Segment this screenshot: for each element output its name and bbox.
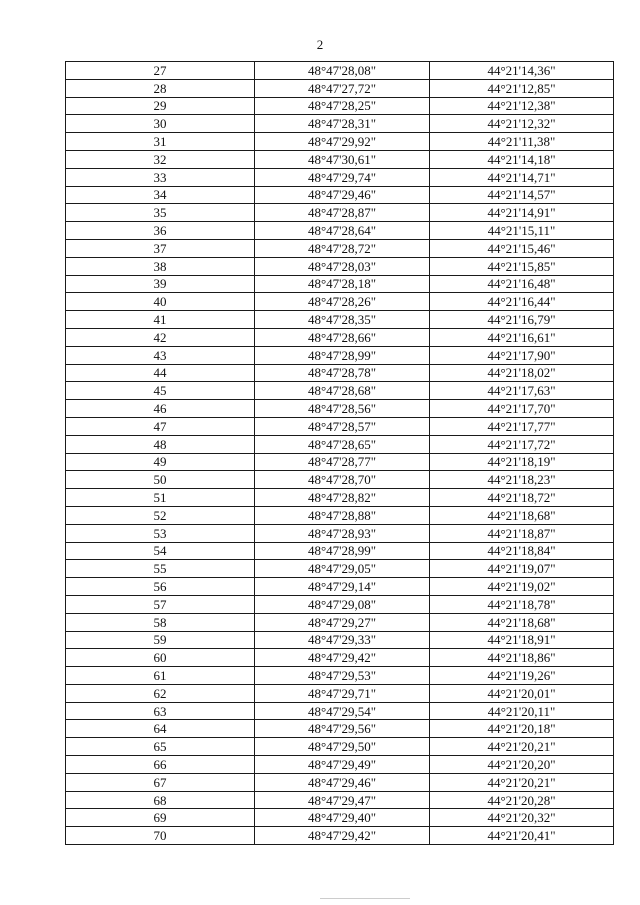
longitude-cell: 44°21'14,91" xyxy=(430,204,614,222)
point-number-cell: 38 xyxy=(66,257,255,275)
longitude-cell: 44°21'18,68" xyxy=(430,613,614,631)
longitude-cell: 44°21'18,86" xyxy=(430,649,614,667)
latitude-cell: 48°47'28,03" xyxy=(255,257,430,275)
table-row xyxy=(66,756,614,774)
table-row xyxy=(66,133,614,151)
latitude-cell: 48°47'28,82" xyxy=(255,489,430,507)
latitude-cell: 48°47'27,72" xyxy=(255,79,430,97)
longitude-cell: 44°21'18,87" xyxy=(430,524,614,542)
point-number-cell: 33 xyxy=(66,168,255,186)
point-number-cell: 45 xyxy=(66,382,255,400)
table-row xyxy=(66,560,614,578)
longitude-cell: 44°21'18,23" xyxy=(430,471,614,489)
table-row xyxy=(66,613,614,631)
latitude-cell: 48°47'29,27" xyxy=(255,613,430,631)
table-row xyxy=(66,382,614,400)
latitude-cell: 48°47'29,56" xyxy=(255,720,430,738)
latitude-cell: 48°47'28,57" xyxy=(255,417,430,435)
point-number-cell: 59 xyxy=(66,631,255,649)
latitude-cell: 48°47'29,54" xyxy=(255,702,430,720)
point-number-cell: 42 xyxy=(66,328,255,346)
latitude-cell: 48°47'28,72" xyxy=(255,239,430,257)
table-row xyxy=(66,667,614,685)
table-row xyxy=(66,311,614,329)
point-number-cell: 41 xyxy=(66,311,255,329)
latitude-cell: 48°47'28,18" xyxy=(255,275,430,293)
longitude-cell: 44°21'17,72" xyxy=(430,435,614,453)
longitude-cell: 44°21'15,46" xyxy=(430,239,614,257)
point-number-cell: 43 xyxy=(66,346,255,364)
table-row xyxy=(66,293,614,311)
table-row xyxy=(66,222,614,240)
latitude-cell: 48°47'29,74" xyxy=(255,168,430,186)
longitude-cell: 44°21'19,26" xyxy=(430,667,614,685)
latitude-cell: 48°47'28,77" xyxy=(255,453,430,471)
latitude-cell: 48°47'28,64" xyxy=(255,222,430,240)
point-number-cell: 62 xyxy=(66,684,255,702)
longitude-cell: 44°21'14,18" xyxy=(430,150,614,168)
point-number-cell: 39 xyxy=(66,275,255,293)
longitude-cell: 44°21'16,61" xyxy=(430,328,614,346)
longitude-cell: 44°21'17,90" xyxy=(430,346,614,364)
latitude-cell: 48°47'29,92" xyxy=(255,133,430,151)
latitude-cell: 48°47'29,53" xyxy=(255,667,430,685)
longitude-cell: 44°21'17,63" xyxy=(430,382,614,400)
point-number-cell: 31 xyxy=(66,133,255,151)
point-number-cell: 51 xyxy=(66,489,255,507)
longitude-cell: 44°21'20,20" xyxy=(430,756,614,774)
longitude-cell: 44°21'20,28" xyxy=(430,791,614,809)
latitude-cell: 48°47'29,50" xyxy=(255,738,430,756)
table-row xyxy=(66,168,614,186)
coordinates-table-body xyxy=(66,62,614,845)
latitude-cell: 48°47'28,35" xyxy=(255,311,430,329)
point-number-cell: 48 xyxy=(66,435,255,453)
latitude-cell: 48°47'29,46" xyxy=(255,773,430,791)
longitude-cell: 44°21'18,91" xyxy=(430,631,614,649)
latitude-cell: 48°47'28,70" xyxy=(255,471,430,489)
table-row xyxy=(66,435,614,453)
point-number-cell: 63 xyxy=(66,702,255,720)
latitude-cell: 48°47'28,66" xyxy=(255,328,430,346)
coordinates-table xyxy=(65,61,614,845)
latitude-cell: 48°47'28,93" xyxy=(255,524,430,542)
longitude-cell: 44°21'18,84" xyxy=(430,542,614,560)
table-row xyxy=(66,186,614,204)
longitude-cell: 44°21'16,79" xyxy=(430,311,614,329)
point-number-cell: 57 xyxy=(66,595,255,613)
point-number-cell: 28 xyxy=(66,79,255,97)
table-row xyxy=(66,364,614,382)
longitude-cell: 44°21'18,02" xyxy=(430,364,614,382)
point-number-cell: 32 xyxy=(66,150,255,168)
table-row xyxy=(66,489,614,507)
latitude-cell: 48°47'29,33" xyxy=(255,631,430,649)
latitude-cell: 48°47'28,31" xyxy=(255,115,430,133)
latitude-cell: 48°47'29,49" xyxy=(255,756,430,774)
point-number-cell: 44 xyxy=(66,364,255,382)
longitude-cell: 44°21'20,32" xyxy=(430,809,614,827)
longitude-cell: 44°21'15,11" xyxy=(430,222,614,240)
latitude-cell: 48°47'28,08" xyxy=(255,62,430,80)
latitude-cell: 48°47'29,42" xyxy=(255,827,430,845)
point-number-cell: 70 xyxy=(66,827,255,845)
point-number-cell: 27 xyxy=(66,62,255,80)
point-number-cell: 49 xyxy=(66,453,255,471)
table-row xyxy=(66,738,614,756)
table-row xyxy=(66,827,614,845)
longitude-cell: 44°21'14,57" xyxy=(430,186,614,204)
longitude-cell: 44°21'20,21" xyxy=(430,773,614,791)
latitude-cell: 48°47'29,42" xyxy=(255,649,430,667)
longitude-cell: 44°21'14,36" xyxy=(430,62,614,80)
point-number-cell: 40 xyxy=(66,293,255,311)
table-row xyxy=(66,595,614,613)
table-row xyxy=(66,275,614,293)
longitude-cell: 44°21'12,32" xyxy=(430,115,614,133)
table-row xyxy=(66,239,614,257)
table-row xyxy=(66,97,614,115)
point-number-cell: 30 xyxy=(66,115,255,133)
latitude-cell: 48°47'29,71" xyxy=(255,684,430,702)
table-row xyxy=(66,204,614,222)
latitude-cell: 48°47'29,05" xyxy=(255,560,430,578)
latitude-cell: 48°47'28,99" xyxy=(255,346,430,364)
table-row xyxy=(66,79,614,97)
point-number-cell: 47 xyxy=(66,417,255,435)
point-number-cell: 34 xyxy=(66,186,255,204)
point-number-cell: 37 xyxy=(66,239,255,257)
latitude-cell: 48°47'30,61" xyxy=(255,150,430,168)
table-row xyxy=(66,631,614,649)
table-row xyxy=(66,150,614,168)
point-number-cell: 29 xyxy=(66,97,255,115)
latitude-cell: 48°47'28,68" xyxy=(255,382,430,400)
longitude-cell: 44°21'19,07" xyxy=(430,560,614,578)
table-row xyxy=(66,524,614,542)
table-row xyxy=(66,720,614,738)
page-number: 2 xyxy=(316,37,324,52)
point-number-cell: 60 xyxy=(66,649,255,667)
longitude-cell: 44°21'12,85" xyxy=(430,79,614,97)
table-row xyxy=(66,684,614,702)
longitude-cell: 44°21'18,78" xyxy=(430,595,614,613)
latitude-cell: 48°47'28,65" xyxy=(255,435,430,453)
latitude-cell: 48°47'28,25" xyxy=(255,97,430,115)
longitude-cell: 44°21'20,41" xyxy=(430,827,614,845)
point-number-cell: 64 xyxy=(66,720,255,738)
longitude-cell: 44°21'20,11" xyxy=(430,702,614,720)
table-row xyxy=(66,400,614,418)
longitude-cell: 44°21'16,44" xyxy=(430,293,614,311)
latitude-cell: 48°47'28,26" xyxy=(255,293,430,311)
table-row xyxy=(66,791,614,809)
longitude-cell: 44°21'20,18" xyxy=(430,720,614,738)
point-number-cell: 50 xyxy=(66,471,255,489)
point-number-cell: 55 xyxy=(66,560,255,578)
footer-divider xyxy=(320,898,410,899)
point-number-cell: 58 xyxy=(66,613,255,631)
table-row xyxy=(66,346,614,364)
longitude-cell: 44°21'16,48" xyxy=(430,275,614,293)
table-row xyxy=(66,702,614,720)
latitude-cell: 48°47'29,14" xyxy=(255,578,430,596)
table-row xyxy=(66,453,614,471)
longitude-cell: 44°21'20,01" xyxy=(430,684,614,702)
latitude-cell: 48°47'29,40" xyxy=(255,809,430,827)
longitude-cell: 44°21'17,77" xyxy=(430,417,614,435)
longitude-cell: 44°21'20,21" xyxy=(430,738,614,756)
latitude-cell: 48°47'28,56" xyxy=(255,400,430,418)
longitude-cell: 44°21'12,38" xyxy=(430,97,614,115)
latitude-cell: 48°47'29,46" xyxy=(255,186,430,204)
table-row xyxy=(66,578,614,596)
point-number-cell: 56 xyxy=(66,578,255,596)
table-row xyxy=(66,542,614,560)
point-number-cell: 66 xyxy=(66,756,255,774)
longitude-cell: 44°21'11,38" xyxy=(430,133,614,151)
point-number-cell: 35 xyxy=(66,204,255,222)
table-row xyxy=(66,506,614,524)
latitude-cell: 48°47'29,47" xyxy=(255,791,430,809)
table-row xyxy=(66,417,614,435)
point-number-cell: 61 xyxy=(66,667,255,685)
point-number-cell: 67 xyxy=(66,773,255,791)
latitude-cell: 48°47'28,88" xyxy=(255,506,430,524)
table-row xyxy=(66,328,614,346)
point-number-cell: 36 xyxy=(66,222,255,240)
point-number-cell: 69 xyxy=(66,809,255,827)
point-number-cell: 54 xyxy=(66,542,255,560)
latitude-cell: 48°47'28,78" xyxy=(255,364,430,382)
point-number-cell: 46 xyxy=(66,400,255,418)
point-number-cell: 65 xyxy=(66,738,255,756)
point-number-cell: 68 xyxy=(66,791,255,809)
longitude-cell: 44°21'15,85" xyxy=(430,257,614,275)
table-row xyxy=(66,62,614,80)
table-row xyxy=(66,257,614,275)
latitude-cell: 48°47'28,87" xyxy=(255,204,430,222)
longitude-cell: 44°21'18,19" xyxy=(430,453,614,471)
latitude-cell: 48°47'29,08" xyxy=(255,595,430,613)
table-row xyxy=(66,649,614,667)
table-row xyxy=(66,809,614,827)
longitude-cell: 44°21'18,72" xyxy=(430,489,614,507)
table-row xyxy=(66,115,614,133)
table-row xyxy=(66,773,614,791)
longitude-cell: 44°21'18,68" xyxy=(430,506,614,524)
longitude-cell: 44°21'14,71" xyxy=(430,168,614,186)
latitude-cell: 48°47'28,99" xyxy=(255,542,430,560)
longitude-cell: 44°21'17,70" xyxy=(430,400,614,418)
point-number-cell: 52 xyxy=(66,506,255,524)
table-row xyxy=(66,471,614,489)
point-number-cell: 53 xyxy=(66,524,255,542)
longitude-cell: 44°21'19,02" xyxy=(430,578,614,596)
